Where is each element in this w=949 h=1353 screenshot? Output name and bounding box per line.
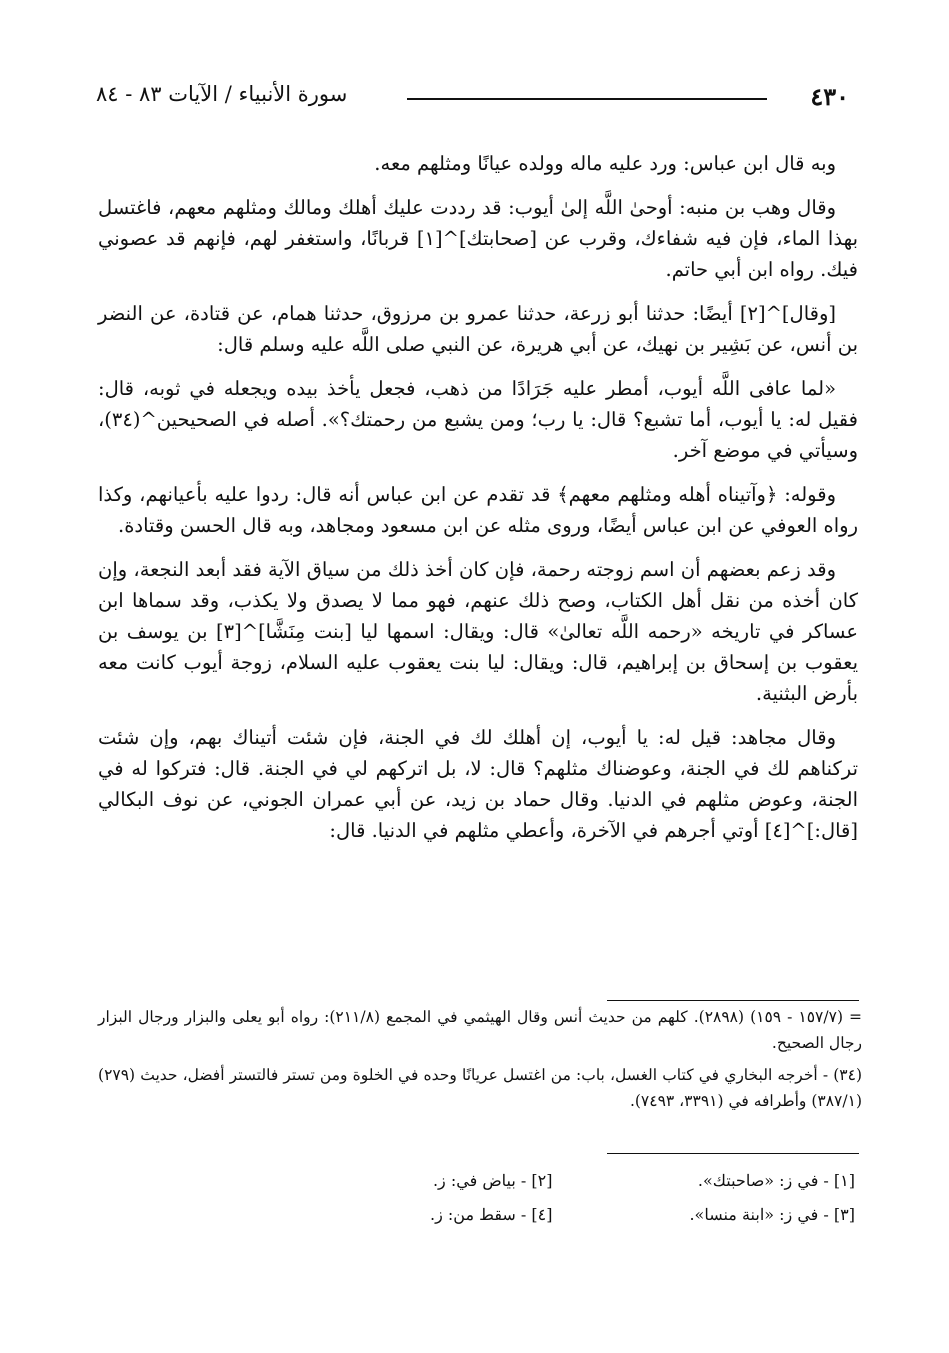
paragraph: «لما عافى اللَّه أيوب، أمطر عليه جَرَادًا من ذهب، فجعل يأخذ بيده ويجعله في ثوبه، قال: فقيل له: يا أيوب، أما تشبع؟ قال: يا رب؛ ومن يشبع من رحمتك؟». أصله في الصحيحين^(٣٤)، وسيأتي في موضع آخر. [98, 377, 858, 462]
paragraph: وبه قال ابن عباس: ورد عليه ماله وولده عيانًا ومثلهم معه. [374, 152, 836, 175]
page-number: ٤٣٠ [810, 82, 849, 111]
variant-note: [١] - في ز: «صاحبتك». [697, 1171, 855, 1190]
paragraph: وقال وهب بن منبه: أوحىٰ اللَّه إلىٰ أيوب: قد رددت عليك أهلك ومالك ومثلهم معهم، فاغتسل بهذا الماء، فإن فيه شفاءك، وقرب عن [صحابتك]^[١] قربانًا، واستغفر لهم، فإنهم قد عصوني فيك. رواه ابن أبي حاتم. [98, 196, 859, 281]
paragraph: وقد زعم بعضهم أن اسم زوجته رحمة، فإن كان أخذ ذلك من سياق الآية فقد أبعد النجعة، وإن كان أخذه من نقل أهل الكتاب، وصح ذلك عنهم، فهو مما لا يصدق ولا يكذب، وقد سماها ابن عساكر في تاريخه «رحمه اللَّه تعالىٰ» قال: ويقال: اسمها ليا [بنت مِنَشَّا]^[٣] بن يوسف بن يعقوب بن إسحاق بن إبراهيم، قال: ويقال: ليا بنت يعقوب عليه السلام، زوجة أيوب كانت معه بأرض البثنية. [98, 558, 858, 705]
header-rule [407, 98, 767, 100]
variant-note: [٤] - سقط من: ز. [430, 1205, 553, 1224]
running-title: سورة الأنبياء / الآيات ٨٣ - ٨٤ [96, 82, 348, 106]
footnote: = (١٥٧/٧ - ١٥٩) (٢٨٩٨). كلهم من حديث أنس وقال الهيثمي في المجمع (٢١١/٨): رواه أبو يعلى والبزار ورجال البزار رجال الصحيح. [98, 1008, 862, 1052]
paragraph: وقوله: ﴿وآتيناه أهله ومثلهم معهم﴾ قد تقدم عن ابن عباس أنه قال: ردوا عليه بأعيانهم، وكذا رواه العوفي عن ابن عباس أيضًا، وروى مثله عن ابن مسعود ومجاهد، وبه قال الحسن وقتادة. [98, 483, 858, 537]
paragraph: [وقال]^[٢] أيضًا: حدثنا أبو زرعة، حدثنا عمرو بن مرزوق، حدثنا همام، عن قتادة، عن النضر بن أنس، عن بَشِير بن نهيك، عن أبي هريرة، عن النبي صلى اللَّه عليه وسلم قال: [98, 302, 858, 356]
variant-notes [250, 1168, 855, 1228]
paragraph: وقال مجاهد: قيل له: يا أيوب، إن أهلك لك في الجنة، فإن شئت أتيناك بهم، وإن شئت تركناهم لك في الجنة، وعوضناك مثلهم؟ قال: لا، بل اتركهم لي في الجنة. قال: فتركوا له في الجنة، وعوض مثلهم في الدنيا. وقال حماد بن زيد، عن أبي عمران الجوني، عن نوف البكالي [قال:]^[٤] أوتي أجرهم في الآخرة، وأعطي مثلهم في الدنيا. قال: [98, 726, 858, 842]
footnotes [98, 1004, 862, 1120]
main-text [98, 148, 858, 859]
variant-note: [٣] - في ز: «ابنة منسا». [689, 1205, 855, 1224]
variant-notes-divider [607, 1153, 859, 1154]
variant-note: [٢] - بياض في: ز. [432, 1171, 553, 1190]
page-header [96, 82, 849, 122]
footnote-divider [607, 1000, 859, 1001]
footnote: (٣٤) - أخرجه البخاري في كتاب الغسل، باب: من اغتسل عريانًا وحده في الخلوة ومن تستر فالتستر أفضل، حديث (٢٧٩) (٣٨٧/١) وأطرافه في (٣٣٩١، ٧٤٩٣). [98, 1066, 862, 1110]
